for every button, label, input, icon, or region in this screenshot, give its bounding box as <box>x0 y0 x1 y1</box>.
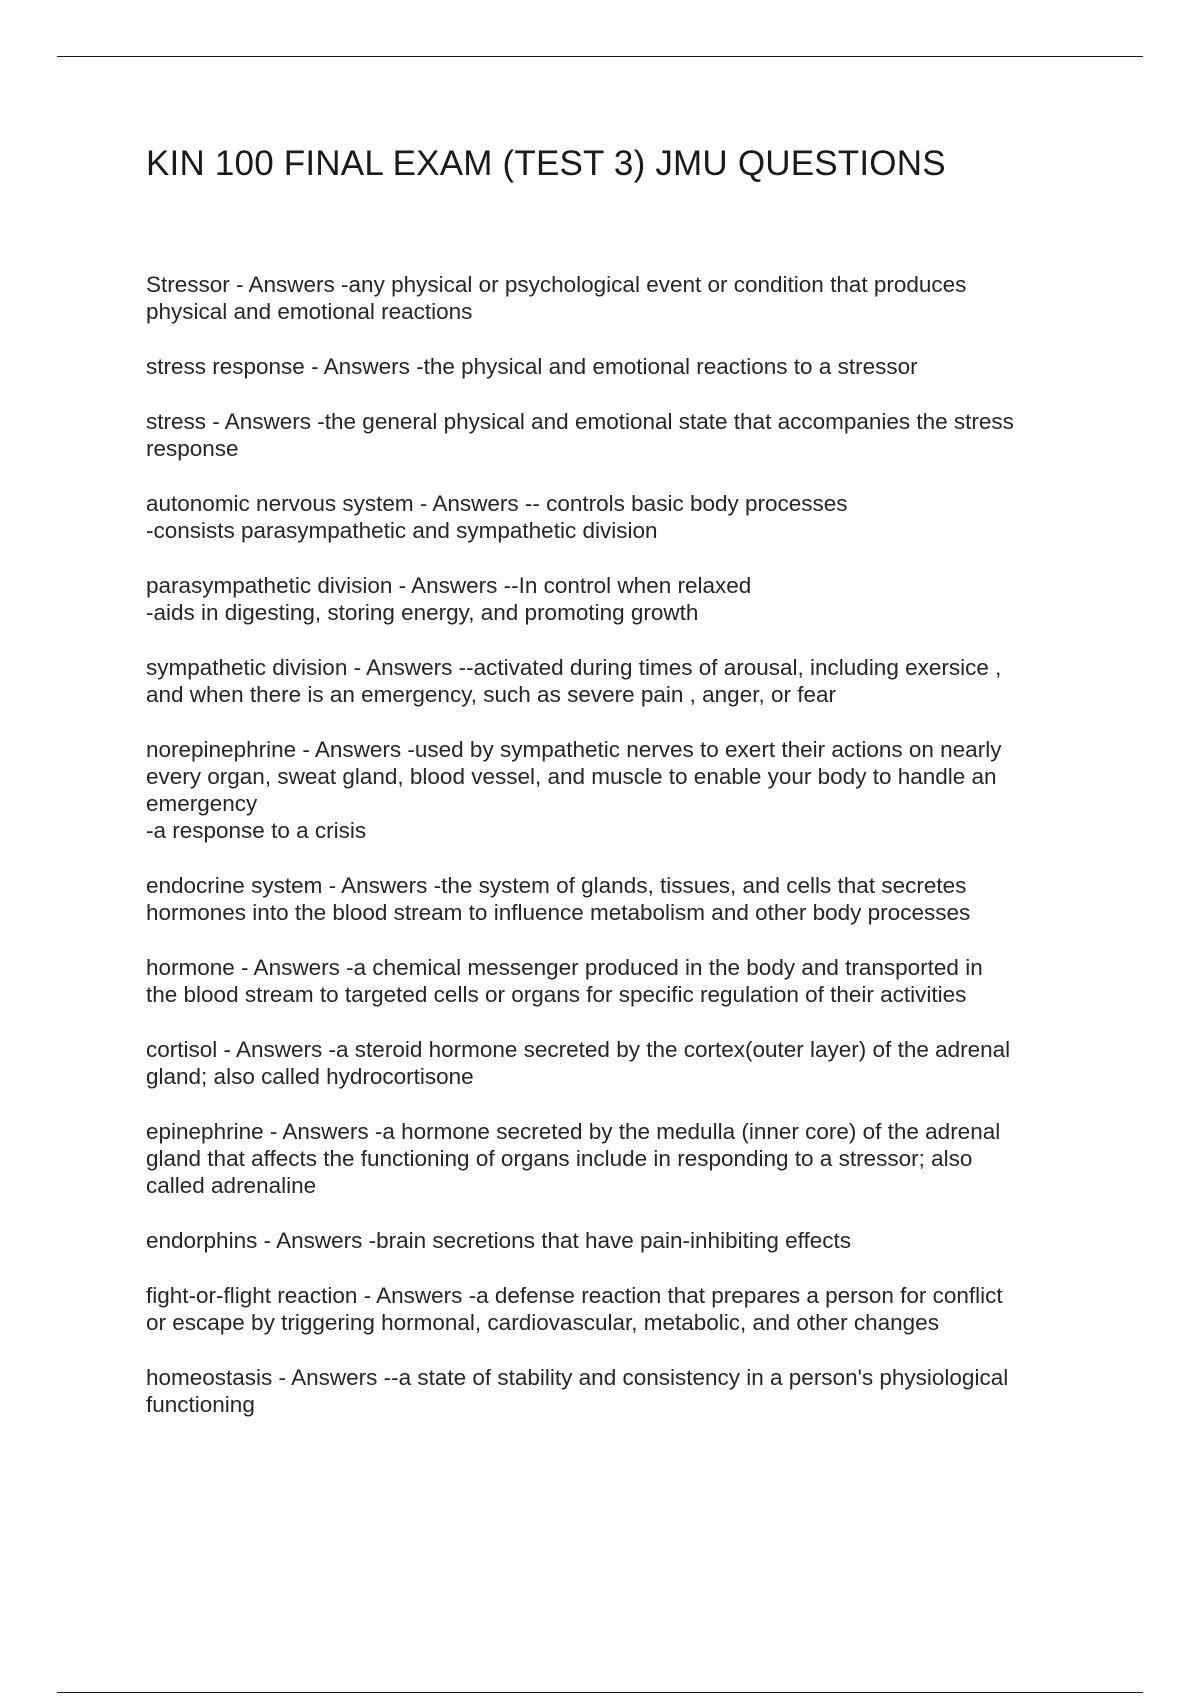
flashcard-entry <box>146 1282 1096 1336</box>
entry-line: endocrine system - Answers -the system of glands, tissues, and cells that secretes <box>146 873 967 898</box>
flashcard-entry <box>146 736 1096 844</box>
flashcard-entry <box>146 1118 1096 1199</box>
entry-line: stress - Answers -the general physical and emotional state that accompanies the stress <box>146 409 1014 434</box>
entry-line: cortisol - Answers -a steroid hormone secreted by the cortex(outer layer) of the adrenal <box>146 1037 1011 1062</box>
entry-line: stress response - Answers -the physical and emotional reactions to a stressor <box>146 354 918 379</box>
flashcard-entry <box>146 654 1096 708</box>
entry-line: autonomic nervous system - Answers -- controls basic body processes <box>146 491 848 516</box>
entry-line: homeostasis - Answers --a state of stability and consistency in a person's physiological <box>146 1365 1009 1390</box>
flashcard-entry <box>146 1036 1096 1090</box>
entry-line: emergency <box>146 791 258 816</box>
flashcard-entry <box>146 572 1096 626</box>
flashcard-entry <box>146 1227 1096 1254</box>
document-title: KIN 100 FINAL EXAM (TEST 3) JMU QUESTIONS <box>146 144 946 183</box>
top-rule <box>57 56 1143 57</box>
entry-line: -a response to a crisis <box>146 818 367 843</box>
entry-line: sympathetic division - Answers --activated during times of arousal, including exersice , <box>146 655 1002 680</box>
entry-line: -aids in digesting, storing energy, and promoting growth <box>146 600 699 625</box>
flashcard-entry <box>146 490 1096 544</box>
bottom-rule <box>57 1692 1143 1693</box>
entry-line: called adrenaline <box>146 1173 317 1198</box>
entry-line: or escape by triggering hormonal, cardiovascular, metabolic, and other changes <box>146 1310 939 1335</box>
entry-line: parasympathetic division - Answers --In control when relaxed <box>146 573 752 598</box>
entry-line: every organ, sweat gland, blood vessel, and muscle to enable your body to handle an <box>146 764 997 789</box>
entry-line: endorphins - Answers -brain secretions that have pain-inhibiting effects <box>146 1228 851 1253</box>
entry-line: norepinephrine - Answers -used by sympathetic nerves to exert their actions on nearly <box>146 737 1002 762</box>
entry-line: and when there is an emergency, such as severe pain , anger, or fear <box>146 682 836 707</box>
entry-line: epinephrine - Answers -a hormone secreted by the medulla (inner core) of the adrenal <box>146 1119 1001 1144</box>
flashcard-entry <box>146 954 1096 1008</box>
flashcard-entry <box>146 353 1096 380</box>
flashcard-entry <box>146 872 1096 926</box>
flashcard-entry <box>146 271 1096 325</box>
flashcard-list <box>146 271 1096 1446</box>
entry-line: gland; also called hydrocortisone <box>146 1064 474 1089</box>
entry-line: response <box>146 436 239 461</box>
entry-line: functioning <box>146 1392 255 1417</box>
entry-line: fight-or-flight reaction - Answers -a defense reaction that prepares a person for conflict <box>146 1283 1003 1308</box>
entry-line: physical and emotional reactions <box>146 299 473 324</box>
entry-line: Stressor - Answers -any physical or psychological event or condition that produces <box>146 272 967 297</box>
entry-line: the blood stream to targeted cells or organs for specific regulation of their activities <box>146 982 967 1007</box>
entry-line: hormone - Answers -a chemical messenger produced in the body and transported in <box>146 955 983 980</box>
flashcard-entry <box>146 408 1096 462</box>
flashcard-entry <box>146 1364 1096 1418</box>
entry-line: -consists parasympathetic and sympathetic division <box>146 518 658 543</box>
entry-line: hormones into the blood stream to influence metabolism and other body processes <box>146 900 971 925</box>
entry-line: gland that affects the functioning of organs include in responding to a stressor; also <box>146 1146 973 1171</box>
